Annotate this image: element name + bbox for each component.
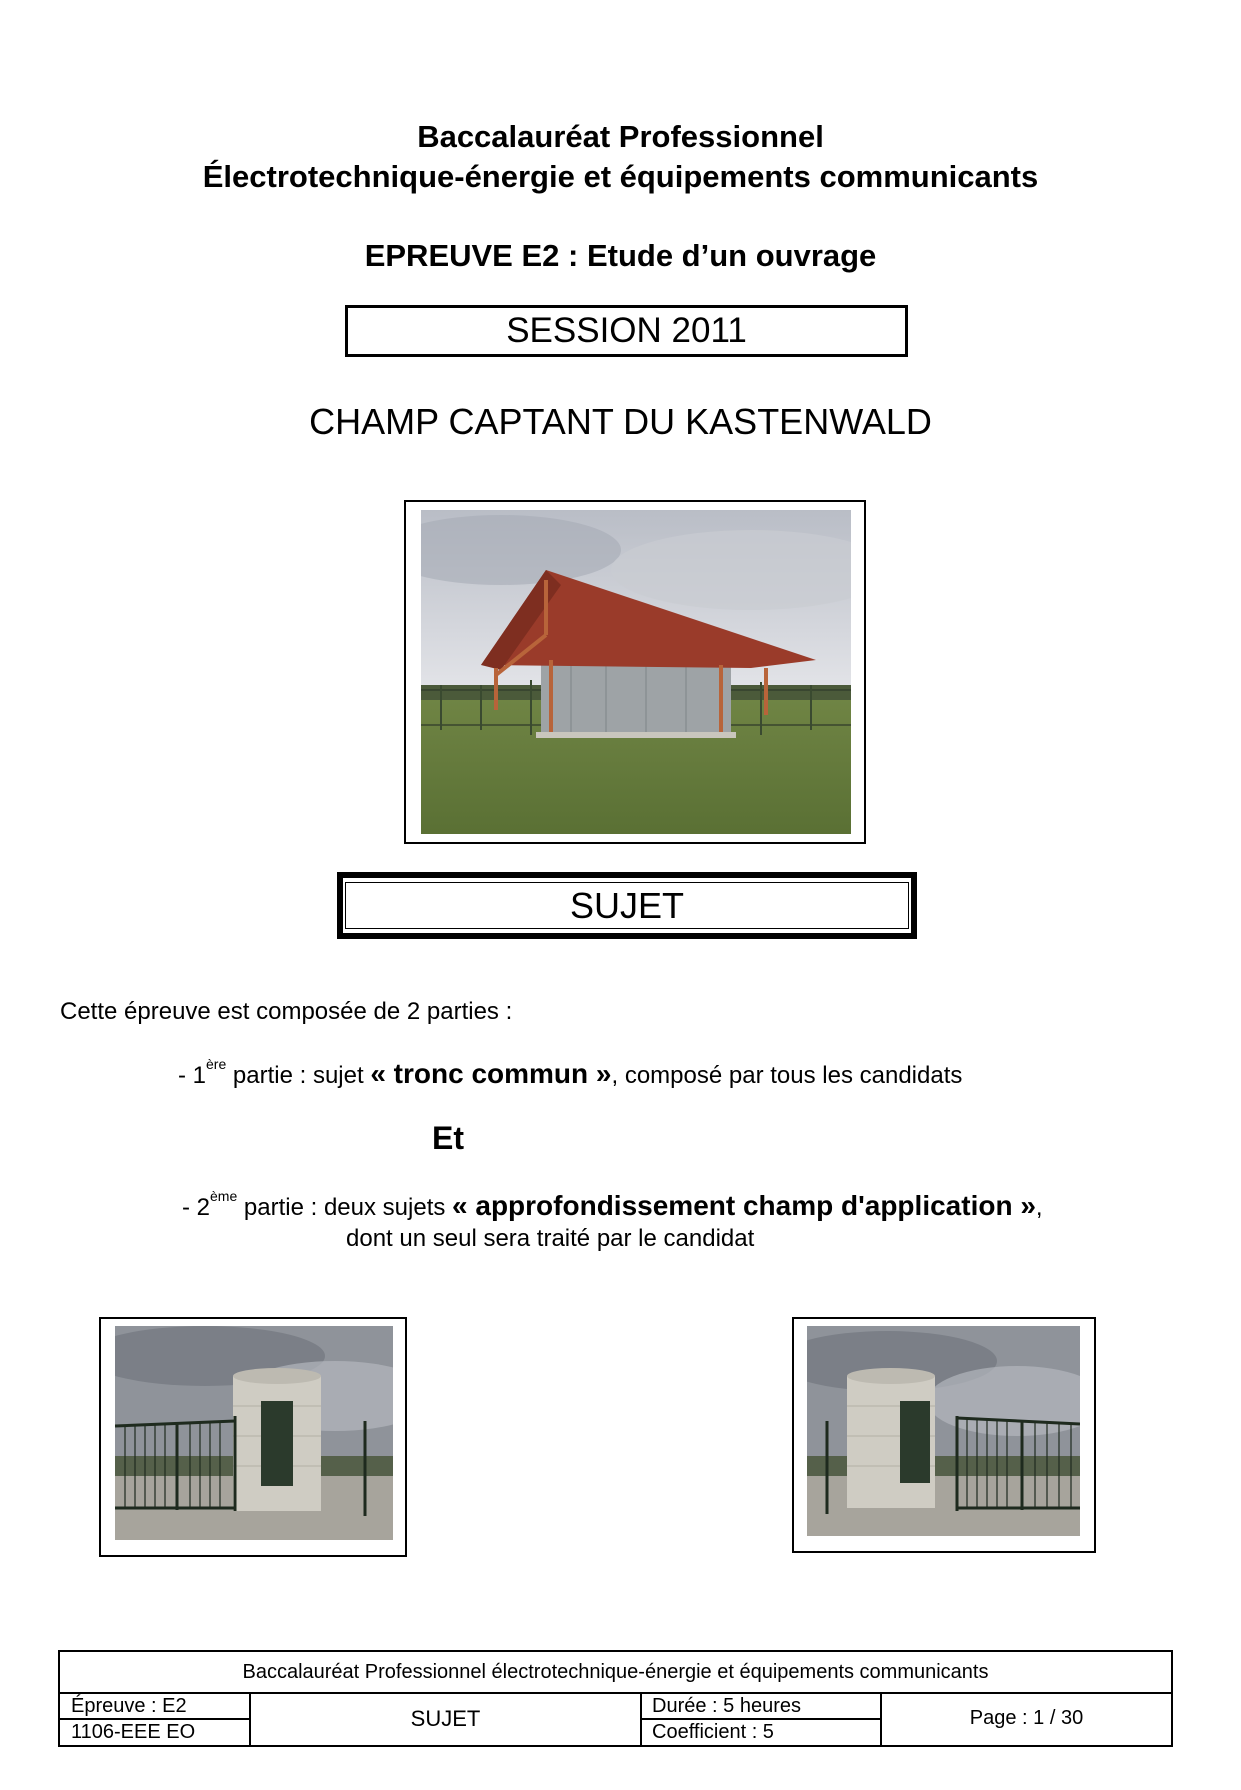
sujet-label: SUJET <box>569 885 684 926</box>
header-line-2: Électrotechnique-énergie et équipements communicants <box>202 159 1039 194</box>
part1-highlight: « tronc commun » <box>370 1058 612 1089</box>
session-label: SESSION 2011 <box>506 311 747 350</box>
footer-epreuve: Épreuve : E2 <box>71 1695 187 1717</box>
sujet-box <box>337 872 917 939</box>
and-label: Et <box>432 1120 464 1156</box>
footer-page: Page : 1 / 30 <box>969 1707 1084 1729</box>
epreuve-heading: EPREUVE E2 : Etude d’un ouvrage <box>364 238 877 273</box>
intro-lead: Cette épreuve est composée de 2 parties : <box>60 998 513 1025</box>
header-line-1: Baccalauréat Professionnel <box>417 119 824 154</box>
part2-suffix: , <box>1035 1194 1043 1221</box>
part1-sup: ère <box>206 1056 227 1072</box>
footer-code: 1106-EEE EO <box>71 1721 196 1743</box>
part2-line <box>182 1190 1043 1222</box>
footer-duree: Durée : 5 heures <box>652 1695 801 1717</box>
page-title: CHAMP CAPTANT DU KASTENWALD <box>309 401 932 442</box>
part1-suffix: , composé par tous les candidats <box>611 1062 963 1089</box>
part1-line <box>178 1058 962 1090</box>
footer-table <box>58 1650 1173 1747</box>
part2-sup: ème <box>210 1188 238 1204</box>
part1-prefix: - 1 <box>178 1062 207 1089</box>
footer-title: Baccalauréat Professionnel électrotechnique-énergie et équipements communicants <box>242 1661 989 1683</box>
part2-label: partie : deux sujets <box>237 1194 453 1221</box>
footer-coefficient: Coefficient : 5 <box>652 1721 774 1743</box>
pumping-station-photo <box>421 510 851 834</box>
wellhead-photo-right <box>807 1326 1080 1536</box>
part2-line-2: dont un seul sera traité par le candidat <box>346 1225 755 1252</box>
footer-sujet: SUJET <box>410 1706 481 1731</box>
part1-label: partie : sujet <box>226 1062 371 1089</box>
part2-prefix: - 2 <box>182 1194 211 1221</box>
session-box <box>345 305 908 357</box>
wellhead-photo-left <box>115 1326 393 1540</box>
part2-highlight: « approfondissement champ d'application » <box>452 1190 1036 1221</box>
